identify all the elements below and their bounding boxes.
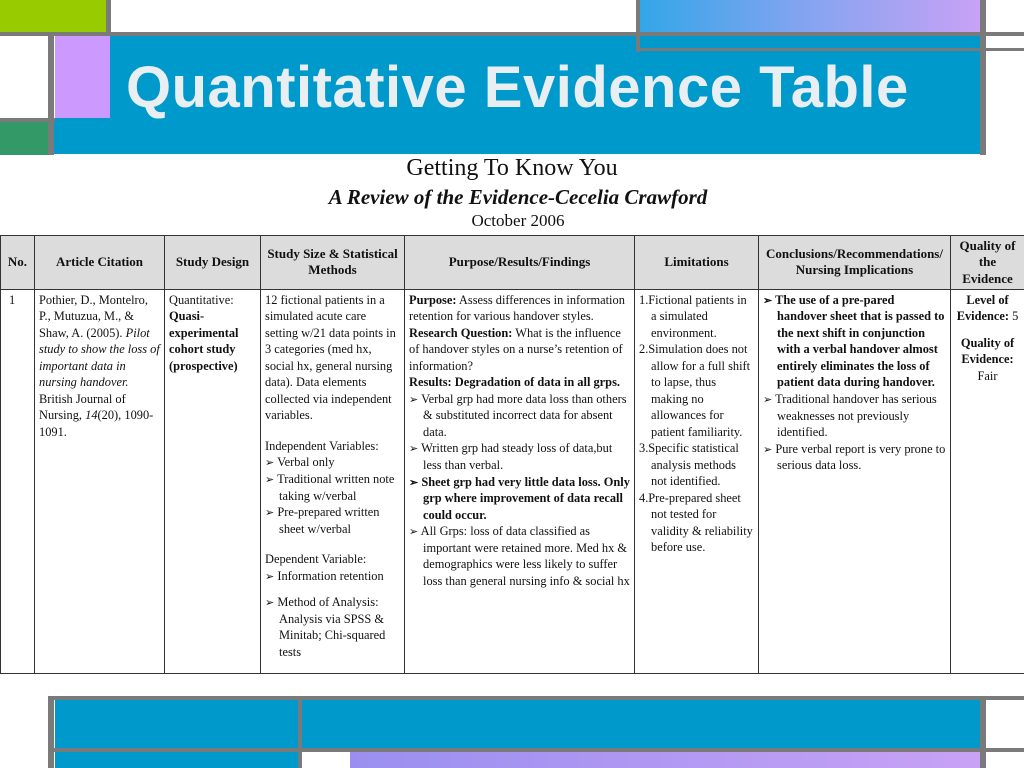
row-number: 1 <box>1 289 35 673</box>
citation-authors: Pothier, D., Montelro, P., Mutuzua, M., & Shaw, A. (2005). <box>39 292 148 340</box>
frame-line <box>106 0 111 36</box>
column-header: No. <box>1 236 35 290</box>
article-citation-cell <box>35 289 165 673</box>
citation-journal: British Journal of Nursing, <box>39 391 126 423</box>
document-subheading: A Review of the Evidence-Cecelia Crawford <box>328 185 708 209</box>
evidence-table <box>0 235 1024 674</box>
list-item: 3.Specific statistical analysis methods not identified. <box>639 441 739 489</box>
decor-bottom-gradient <box>350 752 980 768</box>
decor-green-block <box>0 0 110 32</box>
decor-bottom-bar <box>55 700 980 748</box>
study-size-cell <box>261 289 405 673</box>
arrow-bullet-icon: ➢ <box>409 476 419 489</box>
arrow-bullet-icon: ➢ <box>763 294 773 307</box>
column-header: Study Size & Statistical Methods <box>261 236 405 290</box>
limitations-cell <box>635 289 759 673</box>
list-item: ➢ Information retention <box>265 568 384 583</box>
column-header: Purpose/Results/Findings <box>405 236 635 290</box>
arrow-bullet-icon: ➢ <box>409 526 419 539</box>
list-item: ➢ Traditional handover has serious weaknesses not previously identified. <box>763 391 937 439</box>
arrow-bullet-icon: ➢ <box>265 473 275 486</box>
column-header: Conclusions/Recommendations/ Nursing Implications <box>759 236 951 290</box>
level-of-evidence: Level of Evidence: 5 <box>956 292 1019 324</box>
study-design-cell <box>165 289 261 673</box>
decor-lilac-block <box>55 36 110 118</box>
citation-title: Pilot study to show the loss of important data in nursing handover. <box>39 325 160 390</box>
list-item: ➢ Verbal only <box>265 455 335 470</box>
list-item: 4.Pre-prepared sheet not tested for validity & reliability before use. <box>639 490 753 555</box>
frame-line <box>640 48 1024 51</box>
arrow-bullet-icon: ➢ <box>409 443 419 456</box>
frame-line <box>48 748 1024 752</box>
decor-teal-block <box>0 122 48 158</box>
decor-bottom-block <box>55 752 300 768</box>
decor-blue-block <box>50 118 110 154</box>
quality-label: Quality of Evidence: <box>960 335 1015 367</box>
frame-line <box>980 700 986 768</box>
list-item: ➢ Traditional written note taking w/verbal <box>265 471 395 503</box>
column-header: Article Citation <box>35 236 165 290</box>
table-header-row <box>1 236 1024 290</box>
citation-volume: 14 <box>85 408 98 423</box>
arrow-bullet-icon: ➢ <box>265 457 275 470</box>
document-date: October 2006 <box>471 211 565 230</box>
frame-line <box>0 32 1024 36</box>
list-item: ➢ Pure verbal report is very prone to serious data loss. <box>763 441 946 473</box>
conclusions-cell <box>759 289 951 673</box>
frame-line <box>636 0 640 52</box>
quality-value: Fair <box>977 368 998 383</box>
list-item: ➢ Sheet grp had very little data loss. Only grp where improvement of data recall could occur. <box>409 474 630 522</box>
arrow-bullet-icon: ➢ <box>265 570 275 583</box>
list-item: 1.Fictional patients in a simulated environment. <box>639 292 747 340</box>
frame-line <box>48 32 54 156</box>
list-item: ➢ Pre-prepared written sheet w/verbal <box>265 505 380 536</box>
column-header: Quality of the Evidence <box>951 236 1024 290</box>
list-item: ➢ Method of Analysis: Analysis via SPSS & Minitab; Chi-squared tests <box>265 595 386 659</box>
quality-cell <box>951 289 1024 673</box>
citation-pages: (20), 1090-1091. <box>39 408 154 439</box>
independent-variables-label: Independent Variables: <box>265 438 379 453</box>
frame-line <box>48 696 1024 700</box>
slide-title: Quantitative Evidence Table <box>126 55 909 120</box>
dependent-variable-label: Dependent Variable: <box>265 552 367 567</box>
list-item: ➢ Verbal grp had more data loss than others & substituted incorrect data for absent data. <box>409 391 627 439</box>
design-type: Quantitative: <box>169 292 234 307</box>
column-header: Study Design <box>165 236 261 290</box>
research-question-paragraph: Research Question: What is the influence of handover styles on a nurse’s retention of information? <box>409 325 623 373</box>
arrow-bullet-icon: ➢ <box>265 597 275 610</box>
list-item: ➢ Written grp had steady loss of data,but less than verbal. <box>409 441 613 472</box>
arrow-bullet-icon: ➢ <box>763 393 773 406</box>
frame-line <box>298 700 302 768</box>
purpose-paragraph: Purpose: Assess differences in information retention for various handover styles. <box>409 292 625 324</box>
decor-white-block <box>110 0 640 32</box>
arrow-bullet-icon: ➢ <box>763 443 773 456</box>
frame-line <box>0 118 55 122</box>
list-item: ➢ All Grps: loss of data classified as important were retained more. Med hx & demographics were less likely to suffer loss than general nursing info & social hx <box>409 524 630 588</box>
column-header: Limitations <box>635 236 759 290</box>
design-detail: Quasi-experimental cohort study (prospective) <box>169 309 239 373</box>
table-row <box>1 289 1024 673</box>
decor-gradient-block <box>640 0 980 32</box>
list-item: 2.Simulation does not allow for a full shift to lapse, thus making no allowances for patient familiarity. <box>639 342 751 439</box>
study-size-summary: 12 fictional patients in a simulated acute care setting w/21 data points in 3 categories (med hx, social hx, general nursing data). Data elements collected via independent variables. <box>265 292 396 423</box>
purpose-results-cell <box>405 289 635 673</box>
arrow-bullet-icon: ➢ <box>409 393 419 406</box>
arrow-bullet-icon: ➢ <box>265 507 275 519</box>
evidence-document <box>0 155 1024 670</box>
document-heading: Getting To Know You <box>406 155 618 181</box>
list-item: ➢ The use of a pre-pared handover sheet that is passed to the next shift in conjunction with a verbal handover almost entirely eliminates the loss of patient data during handover. <box>763 292 945 390</box>
results-label: Results: Degradation of data in all grps. <box>409 375 620 390</box>
frame-line <box>48 700 54 768</box>
